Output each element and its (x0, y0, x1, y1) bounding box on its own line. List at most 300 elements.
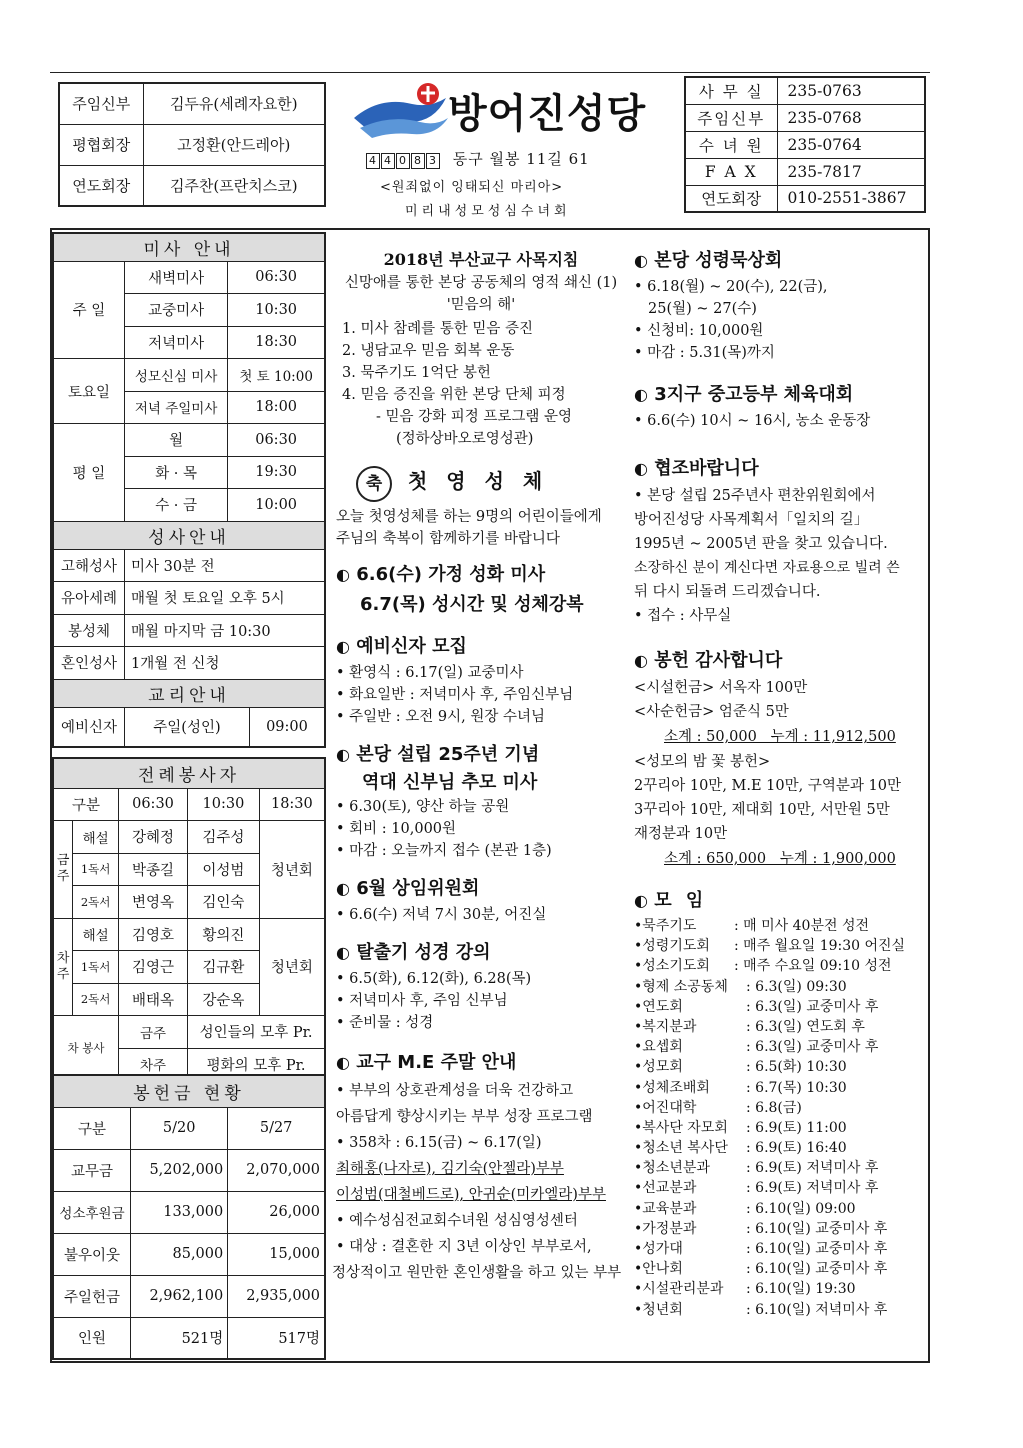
item-text: 마감 : 오늘까지 접수 (본관 1층) (349, 843, 552, 859)
list-item: • 예수성심전교회수녀원 성심영성센터 (336, 1213, 578, 1229)
meeting-time: : 매주 수요일 09:10 성전 (734, 958, 892, 975)
offering-value: 521명 (131, 1317, 228, 1359)
server-heading: 전례봉사자 (53, 758, 325, 788)
server-table (52, 757, 326, 1082)
separator: : (734, 958, 744, 975)
meeting-time: : 6.9(토) 16:40 (746, 1140, 847, 1157)
coop-title: 협조바랍니다 (654, 458, 759, 479)
phone-number: 235-0763 (777, 77, 925, 104)
meeting-row (634, 1118, 924, 1138)
weekday-label: 평 일 (53, 424, 124, 522)
list-item: <사순헌금> 엄준식 5만 (634, 704, 789, 720)
meeting-time: : 6.3(일) 09:30 (746, 978, 847, 995)
table-row (685, 77, 925, 104)
bullet-icon: • (634, 918, 643, 934)
bullet-icon: • (634, 1241, 643, 1257)
item-text: 본당 설립 25주년사 편찬위원회에서 (647, 488, 876, 504)
meeting-time: : 6.7(목) 10:30 (746, 1079, 847, 1096)
server-role: 해설 (73, 918, 119, 951)
item-text: 대상 : 결혼한 지 3년 이상인 부부로서, (349, 1239, 592, 1255)
item-text: 저녁미사 후, 주임 신부님 (349, 993, 508, 1009)
server-name: 김주성 (188, 821, 260, 854)
offering-value: 2,962,100 (131, 1275, 228, 1317)
list-item: • 부부의 상호관계성을 더욱 건강하고 (336, 1083, 574, 1099)
item-text: 마감 : 5.31(목)까지 (647, 345, 775, 361)
server-role: 1독서 (73, 853, 119, 886)
phone-label: 사 무 실 (685, 77, 777, 104)
server-role: 2독서 (73, 886, 119, 919)
meeting-name: 성모회 (642, 1059, 683, 1076)
zip-digit: 4 (366, 153, 380, 169)
zip-digit: 3 (426, 153, 440, 169)
server-role: 해설 (73, 821, 119, 854)
phone-label: 주임신부 (685, 104, 777, 131)
separator: : (746, 1281, 756, 1298)
meeting-time: : 6.10(일) 09:00 (746, 1200, 856, 1217)
mass-time: 10:30 (228, 294, 325, 327)
sports-title: 3지구 중고등부 체육대회 (654, 384, 854, 405)
separator: : (746, 1200, 756, 1217)
catechism-name: 예비신자 (53, 707, 124, 747)
spirit-title: 본당 성령묵상회 (654, 250, 783, 271)
staff-name: 고정환(안드레아) (143, 124, 325, 165)
subtotal: 소계 : 50,000 누계 : 11,912,500 (664, 729, 896, 745)
half-circle-icon: ◐ (336, 745, 350, 764)
bullet-icon: • (634, 958, 643, 975)
meeting-name: 가정분과 (642, 1220, 697, 1237)
sacrament-info: 매월 첫 토요일 오후 5시 (124, 582, 325, 615)
list-item: • 접수 : 사무실 (634, 608, 732, 624)
list-item: 방어진성당 사목계획서「일치의 길」 (634, 512, 869, 528)
meeting-name: 시설관리분과 (642, 1281, 724, 1298)
table-row (685, 158, 925, 185)
table-row (59, 124, 325, 165)
list-item: • 6.30(토), 양산 하늘 공원 (336, 799, 510, 815)
half-circle-icon: ◐ (336, 637, 350, 656)
separator: : (746, 1079, 756, 1096)
list-item: 아름답게 향상시키는 부부 성장 프로그램 (336, 1109, 593, 1125)
catechism-day: 주일(성인) (124, 707, 249, 747)
separator: : (734, 918, 744, 934)
meeting-time: : 6.9(토) 11:00 (746, 1119, 847, 1136)
server-col: 18:30 (259, 788, 325, 821)
address (366, 148, 590, 169)
list-item: 뒤 다시 되돌려 드리겠습니다. (634, 584, 821, 600)
youth-group: 청년회 (259, 918, 325, 1016)
list-item: • 6.6(수) 저녁 7시 30분, 어진실 (336, 907, 547, 923)
first-communion-heading (336, 466, 626, 506)
separator: : (734, 938, 744, 955)
server-name: 변영옥 (118, 886, 187, 919)
offering-value: 85,000 (131, 1233, 228, 1275)
offering-item: 인원 (53, 1317, 131, 1359)
choir-name: 성인들의 모후 Pr. (188, 1016, 325, 1049)
catechumen-heading (336, 632, 626, 662)
guide-item: 1. 미사 참례를 통한 믿음 증진 (342, 321, 533, 337)
list-item: 이성범(대철베드로), 안귀순(미카엘라)부부 (336, 1187, 606, 1203)
choir-name: 평화의 모후 Pr. (188, 1048, 325, 1081)
meeting-row (634, 1138, 924, 1158)
meeting-time: : 6.10(일) 교중미사 후 (746, 1261, 888, 1278)
table-row (59, 165, 325, 206)
offering-col: 구분 (53, 1107, 131, 1149)
server-name: 황의진 (188, 918, 260, 951)
meeting-time: : 6.3(일) 교중미사 후 (746, 998, 879, 1015)
meeting-name: 선교분과 (642, 1180, 697, 1197)
choir-label: 차 봉사 (53, 1016, 118, 1081)
church-name: 방어진성당 (448, 91, 647, 137)
list-item: • 6.5(화), 6.12(화), 6.28(목) (336, 971, 532, 987)
staff-table (58, 82, 326, 207)
catechism-heading: 교리안내 (53, 679, 325, 707)
mass-name: 화 · 목 (124, 456, 227, 489)
meeting-name: 청년회 (642, 1301, 683, 1318)
meeting-name: 어진대학 (642, 1099, 697, 1116)
separator: : (746, 1059, 756, 1076)
table-row (685, 185, 925, 212)
meeting-time: : 6.10(일) 19:30 (746, 1281, 856, 1298)
half-circle-icon: ◐ (336, 943, 350, 962)
mass-name: 월 (124, 424, 227, 457)
bullet-icon: • (634, 1261, 643, 1278)
mass-name: 새벽미사 (124, 261, 227, 294)
bullet-icon: • (634, 998, 643, 1015)
server-role: 2독서 (73, 983, 119, 1016)
mass-time: 18:30 (228, 326, 325, 359)
meeting-name: 형제 소공동체 (642, 978, 728, 995)
server-name: 강순옥 (188, 983, 260, 1016)
offering-item: 성소후원금 (53, 1191, 131, 1233)
guide-subtitle: 신망애를 통한 본당 공동체의 영적 쇄신 (1) (344, 275, 618, 291)
meeting-row (634, 916, 924, 936)
phone-label: F A X (685, 158, 777, 185)
meeting-name: 성체조배회 (642, 1079, 710, 1096)
list-item: • 6.18(월) ~ 20(수), 22(금), (634, 279, 828, 295)
thanks-heading (634, 646, 924, 676)
meeting-name: 안나회 (642, 1261, 683, 1278)
offering-item: 교무금 (53, 1149, 131, 1191)
half-circle-icon: ◐ (634, 385, 648, 404)
list-item: 3꾸리아 10만, 제대회 10만, 서만원 5만 (634, 802, 890, 818)
bullet-icon: • (634, 1281, 643, 1298)
meeting-name: 교육분과 (642, 1200, 697, 1217)
half-circle-icon: ◐ (336, 1053, 350, 1072)
phone-label: 연도회장 (685, 185, 777, 212)
mass-time: 06:30 (228, 424, 325, 457)
mass-name: 저녁 주일미사 (124, 391, 227, 424)
bullet-icon: • (634, 978, 643, 995)
offering-value: 15,000 (228, 1233, 325, 1275)
item-text: 6.5(화), 6.12(화), 6.28(목) (349, 971, 532, 987)
meeting-name: 성가대 (642, 1241, 683, 1257)
celebration-icon: 축 (356, 466, 392, 502)
list-item: 정상적이고 원만한 혼인생활을 하고 있는 부부 (332, 1265, 622, 1281)
motto: <원죄없이 잉태되신 마리아> (380, 180, 564, 195)
mass-time: 10:00 (228, 489, 325, 522)
half-circle-icon: ◐ (634, 891, 648, 910)
meeting-time: : 매주 월요일 19:30 어진실 (734, 938, 906, 955)
separator: : (746, 998, 756, 1015)
right-column (634, 246, 924, 1320)
catechism-time: 09:00 (249, 707, 325, 747)
choir-week: 차주 (118, 1048, 187, 1081)
meeting-row (634, 936, 924, 956)
table-row (685, 104, 925, 131)
item-text: 신청비: 10,000원 (647, 323, 764, 339)
offering-col: 5/27 (228, 1107, 325, 1149)
meeting-row (634, 1199, 924, 1219)
meeting-row (634, 956, 924, 976)
meeting-name: 연도회 (642, 998, 683, 1015)
meeting-name: 청소년분과 (642, 1160, 710, 1177)
item-text: 부부의 상호관계성을 더욱 건강하고 (349, 1083, 574, 1099)
offering-value: 2,070,000 (228, 1149, 325, 1191)
meeting-row (634, 1300, 924, 1320)
item-text: 6.6(수) 저녁 7시 30분, 어진실 (349, 907, 547, 923)
mass-heading: 미사 안내 (53, 233, 325, 261)
family-mass-heading (336, 560, 626, 590)
meeting-row (634, 1078, 924, 1098)
street-address: 동구 월봉 11길 61 (452, 150, 590, 168)
choir-week: 금주 (118, 1016, 187, 1049)
list-item: 재정분과 10만 (634, 826, 728, 842)
meeting-name: 묵주기도 (642, 918, 697, 934)
phone-number: 235-7817 (777, 158, 925, 185)
sacrament-info: 1개월 전 신청 (124, 647, 325, 680)
meeting-heading (634, 886, 924, 916)
phone-label: 수 녀 원 (685, 131, 777, 158)
zip-digit: 8 (411, 153, 425, 169)
separator: : (746, 1241, 756, 1257)
staff-role: 평협회장 (59, 124, 143, 165)
server-role: 1독서 (73, 951, 119, 984)
offering-value: 26,000 (228, 1191, 325, 1233)
mass-name: 수 · 금 (124, 489, 227, 522)
list-item: • 주일반 : 오전 9시, 원장 수녀님 (336, 709, 546, 725)
memorial-heading (336, 740, 626, 770)
list-item: • 대상 : 결혼한 지 3년 이상인 부부로서, (336, 1239, 592, 1255)
separator: : (746, 1119, 756, 1136)
list-item: • 6.6(수) 10시 ~ 16시, 농소 운동장 (634, 413, 871, 429)
council-heading (336, 874, 626, 904)
offering-col: 5/20 (131, 1107, 228, 1149)
meeting-row (634, 997, 924, 1017)
offering-table (52, 1074, 326, 1360)
separator: : (746, 1140, 756, 1157)
middle-column (332, 248, 626, 1286)
coop-heading (634, 454, 924, 484)
mass-time: 06:30 (228, 261, 325, 294)
offering-value: 2,935,000 (228, 1275, 325, 1317)
meeting-row (634, 1259, 924, 1279)
list-item: <시설헌금> 서옥자 100만 (634, 680, 808, 696)
meeting-row (634, 1057, 924, 1077)
half-circle-icon: ◐ (634, 651, 648, 670)
meeting-row (634, 1098, 924, 1118)
table-row (59, 83, 325, 124)
list-item: • 마감 : 오늘까지 접수 (본관 1층) (336, 843, 552, 859)
meeting-time: : 6.8(금) (746, 1099, 802, 1116)
item-text: 화요일반 : 저녁미사 후, 주임신부님 (349, 687, 574, 703)
separator: : (746, 1099, 756, 1116)
bullet-icon: • (634, 1059, 643, 1076)
meeting-time: : 6.9(토) 저녁미사 후 (746, 1180, 879, 1197)
subtotal: 소계 : 650,000 누계 : 1,900,000 (664, 851, 896, 867)
community-name: 미리내성모성심수녀회 (405, 204, 571, 219)
bullet-icon: • (634, 1180, 643, 1197)
thanks-title: 봉헌 감사합니다 (654, 650, 783, 671)
next-week-label: 차주 (53, 918, 73, 1016)
guide-item: 2. 냉담교우 믿음 회복 운동 (342, 343, 515, 359)
server-col: 10:30 (188, 788, 260, 821)
list-item: • 환영식 : 6.17(일) 교중미사 (336, 665, 524, 681)
offering-value: 517명 (228, 1317, 325, 1359)
meeting-row (634, 1037, 924, 1057)
bullet-icon: • (634, 1119, 643, 1136)
bullet-icon: • (634, 1079, 643, 1096)
list-item: • 회비 : 10,000원 (336, 821, 457, 837)
meeting-time: : 6.9(토) 저녁미사 후 (746, 1160, 879, 1177)
meeting-time: : 6.10(일) 교중미사 후 (746, 1220, 888, 1237)
left-info-table (52, 232, 326, 748)
phone-table (684, 76, 926, 213)
meeting-name: 요셉회 (642, 1039, 683, 1056)
offering-heading: 봉헌금 현황 (53, 1075, 325, 1107)
sacrament-name: 혼인성사 (53, 647, 124, 680)
guide-item: (정하상바오로영성관) (396, 431, 534, 447)
list-item: <성모의 밤 꽃 봉헌> (634, 754, 771, 770)
server-name: 배태옥 (118, 983, 187, 1016)
exodus-heading (336, 938, 626, 968)
this-week-label: 금주 (53, 821, 73, 919)
mass-name: 저녁미사 (124, 326, 227, 359)
offering-value: 133,000 (131, 1191, 228, 1233)
sacrament-info: 매월 마지막 금 10:30 (124, 614, 325, 647)
meeting-time: : 6.5(화) 10:30 (746, 1059, 847, 1076)
item-text: 358차 : 6.15(금) ~ 6.17(일) (349, 1135, 542, 1151)
server-name: 박종길 (118, 853, 187, 886)
guide-year: '믿음의 해' (446, 297, 516, 313)
bullet-icon: • (634, 1200, 643, 1217)
sacrament-name: 유아세례 (53, 582, 124, 615)
half-circle-icon: ◐ (634, 251, 648, 270)
list-item: 최해홍(나자로), 김기숙(안젤라)부부 (336, 1161, 564, 1177)
staff-name: 김두유(세례자요한) (143, 83, 325, 124)
server-name: 김인숙 (188, 886, 260, 919)
item-text: 6.30(토), 양산 하늘 공원 (349, 799, 510, 815)
memorial-title: 본당 설립 25주년 기념 (356, 744, 540, 765)
server-name: 김규환 (188, 951, 260, 984)
item-text: 예수성심전교회수녀원 성심영성센터 (349, 1213, 578, 1229)
council-title: 6월 상임위원회 (356, 878, 480, 899)
list-item: • 신청비: 10,000원 (634, 323, 764, 339)
server-col: 구분 (53, 788, 118, 821)
list-item: • 마감 : 5.31(목)까지 (634, 345, 775, 361)
phone-number: 235-0768 (777, 104, 925, 131)
separator: : (746, 1039, 756, 1056)
first-communion-title: 첫 영 성 체 (408, 469, 549, 493)
item-text: 회비 : 10,000원 (349, 821, 457, 837)
guide-title: 2018년 부산교구 사목지침 (383, 250, 579, 269)
meeting-row (634, 1239, 924, 1259)
separator: : (746, 978, 756, 995)
list-item: 2꾸리아 10만, M.E 10만, 구역분과 10만 (634, 778, 901, 794)
family-mass-title: 6.6(수) 가정 성화 미사 (356, 564, 546, 585)
bullet-icon: • (634, 1039, 643, 1056)
item-text: 주일반 : 오전 9시, 원장 수녀님 (349, 709, 546, 725)
separator: : (746, 1220, 756, 1237)
list-item: • 저녁미사 후, 주임 신부님 (336, 993, 508, 1009)
half-circle-icon: ◐ (336, 879, 350, 898)
separator: : (746, 1301, 756, 1318)
meeting-time: : 6.3(일) 교중미사 후 (746, 1039, 879, 1056)
sunday-label: 주 일 (53, 261, 124, 359)
bullet-icon: • (634, 1160, 643, 1177)
meeting-row (634, 1017, 924, 1037)
fc-text: 주님의 축복이 함께하기를 바랍니다 (336, 531, 560, 547)
sacrament-heading: 성사안내 (53, 521, 325, 549)
meeting-time: : 6.10(일) 저녁미사 후 (746, 1301, 888, 1318)
fc-text: 오늘 첫영성체를 하는 9명의 어린이들에게 (336, 509, 602, 525)
server-name: 강혜정 (118, 821, 187, 854)
meeting-row (634, 1219, 924, 1239)
separator: : (746, 1160, 756, 1177)
offering-item: 불우이웃 (53, 1233, 131, 1275)
separator: : (746, 1018, 756, 1035)
guide-item: 4. 믿음 증진을 위한 본당 단체 피정 (342, 387, 566, 403)
mass-time: 19:30 (228, 456, 325, 489)
item-text: 6.6(수) 10시 ~ 16시, 농소 운동장 (647, 413, 871, 429)
zip-digit: 0 (396, 153, 410, 169)
bullet-icon: • (634, 938, 643, 955)
guide-item: 3. 묵주기도 1억단 봉헌 (342, 365, 491, 381)
server-col: 06:30 (118, 788, 187, 821)
server-name: 김영호 (118, 918, 187, 951)
top-rule (50, 72, 930, 73)
meeting-list (634, 916, 924, 1320)
meeting-time: : 매 미사 40분전 성전 (734, 918, 870, 934)
server-name: 김영근 (118, 951, 187, 984)
meeting-name: 성소기도회 (642, 958, 710, 975)
guide-item: - 믿음 강화 피정 프로그램 운영 (376, 409, 573, 425)
meeting-time: : 6.3(일) 연도회 후 (746, 1018, 865, 1035)
list-item: 25(월) ~ 27(수) (648, 301, 757, 317)
list-item: • 본당 설립 25주년사 편찬위원회에서 (634, 488, 876, 504)
me-title: 교구 M.E 주말 안내 (356, 1052, 517, 1073)
sports-heading (634, 380, 924, 410)
catechumen-title: 예비신자 모집 (356, 636, 467, 657)
item-text: 환영식 : 6.17(일) 교중미사 (349, 665, 524, 681)
youth-group: 청년회 (259, 821, 325, 919)
meeting-time: : 6.10(일) 교중미사 후 (746, 1241, 888, 1257)
half-circle-icon: ◐ (634, 459, 648, 478)
saturday-label: 토요일 (53, 359, 124, 424)
separator: : (746, 1261, 756, 1278)
list-item: 소장하신 분이 계신다면 자료용으로 빌려 쓴 (634, 560, 900, 576)
item-text: 준비물 : 성경 (349, 1015, 434, 1031)
item-text: 6.18(월) ~ 20(수), 22(금), (647, 279, 828, 295)
phone-number: 010-2551-3867 (777, 185, 925, 212)
sacrament-info: 미사 30분 전 (124, 549, 325, 582)
bullet-icon: • (634, 1301, 643, 1318)
mass-time: 18:00 (228, 391, 325, 424)
zip-digit: 4 (381, 153, 395, 169)
meeting-name: 복사단 자모회 (642, 1119, 728, 1136)
mass-time: 첫 토 10:00 (228, 359, 325, 392)
meeting-row (634, 1158, 924, 1178)
memorial-title2: 역대 신부님 추모 미사 (362, 772, 538, 793)
meeting-row (634, 977, 924, 997)
